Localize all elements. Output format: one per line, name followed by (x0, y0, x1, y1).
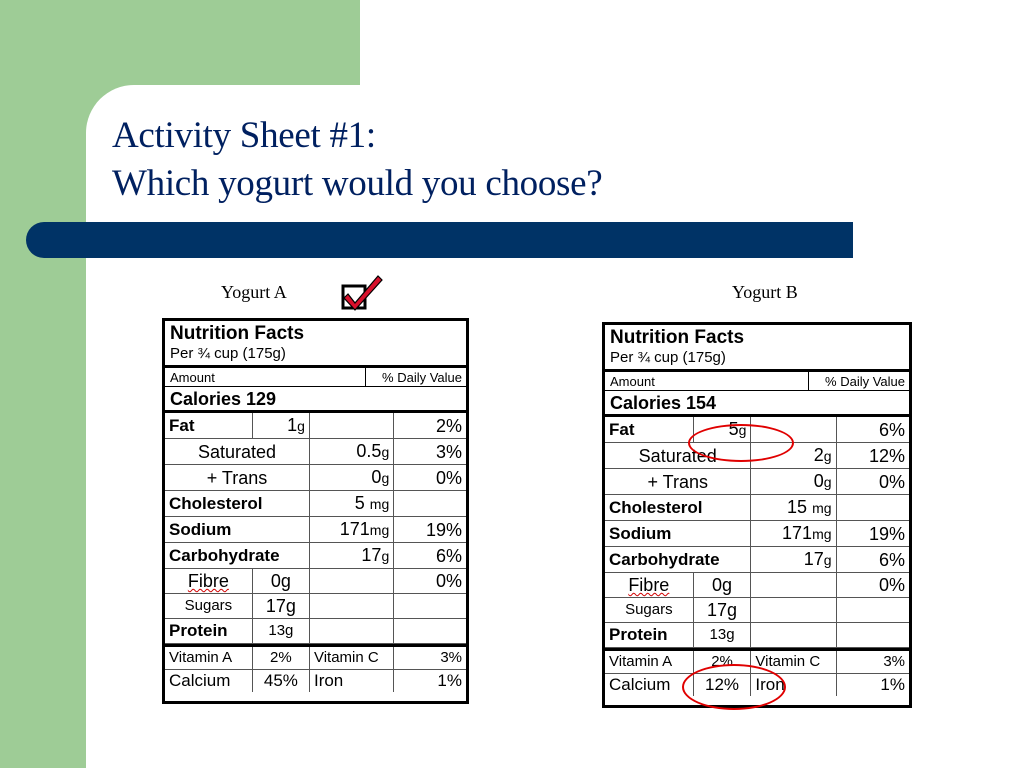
nf-label: Vitamin C (751, 650, 836, 674)
nf-dv: 12% (693, 674, 751, 697)
nf-row-minerals (165, 670, 466, 693)
nf-value (309, 439, 393, 465)
nf-label: Sodium (605, 521, 751, 547)
nf-label: Cholesterol (605, 495, 751, 521)
nf-dv: 12% (836, 443, 909, 469)
highlight-oval-fat (688, 424, 794, 462)
nf-dv: 2% (394, 413, 466, 439)
nf-label: Iron (751, 674, 836, 697)
nf-row-trans (605, 469, 909, 495)
nf-label (605, 573, 693, 598)
nf-value: 0g (693, 573, 751, 598)
nf-value: 13g (693, 623, 751, 648)
nf-empty-cell (309, 594, 393, 619)
title-divider-bar (26, 222, 853, 258)
nf-dv: 3% (394, 439, 466, 465)
nf-label-text: Fibre (628, 575, 670, 595)
nf-dv: 0% (836, 469, 909, 495)
nf-row-trans (165, 465, 466, 491)
nf-dv: 19% (394, 517, 466, 543)
nf-dv: 19% (836, 521, 909, 547)
nf-value (309, 465, 393, 491)
nf-dv: 1% (836, 674, 909, 697)
nf-label: Saturated (605, 443, 751, 469)
nf-amount-label: Amount (610, 374, 655, 389)
nf-unit: g (823, 474, 832, 490)
nf-row-vitamins (165, 646, 466, 670)
yogurt-b-name (732, 282, 798, 303)
nf-dv-label: % Daily Value (365, 368, 466, 386)
nutrition-facts-yogurt-a (162, 318, 469, 704)
nf-dv: 2% (252, 646, 309, 670)
nf-unit: g (738, 422, 747, 438)
nf-serving: Per ¾ cup (175g) (170, 345, 286, 362)
nf-dv: 0% (394, 569, 466, 594)
nf-row-protein (165, 619, 466, 644)
nf-label: Fat (165, 413, 252, 439)
nf-label: Saturated (165, 439, 309, 465)
nf-value-number: 171 (339, 519, 370, 539)
nf-label: + Trans (165, 465, 309, 491)
nf-unit: g (823, 448, 832, 464)
nf-value (751, 521, 836, 547)
nutrition-facts-yogurt-b (602, 322, 912, 708)
nf-header (605, 325, 909, 372)
nf-value (751, 495, 836, 521)
nf-value-number: 2 (813, 445, 824, 465)
nf-label: Carbohydrate (605, 547, 751, 573)
nf-value-number: 0 (371, 467, 382, 487)
nf-label: Sugars (165, 594, 252, 619)
nf-dv: 1% (394, 670, 466, 693)
nf-dv: 6% (394, 543, 466, 569)
nf-label: Vitamin A (605, 650, 693, 674)
nf-value-number: 0 (813, 471, 824, 491)
nf-unit: mg (812, 526, 832, 542)
nf-dv: 3% (836, 650, 909, 674)
nf-dv: 0% (394, 465, 466, 491)
nf-row-saturated (165, 439, 466, 465)
yogurt-a-name (221, 282, 287, 303)
nf-label (165, 569, 252, 594)
nf-value: 0g (252, 569, 309, 594)
nf-label: Vitamin C (309, 646, 393, 670)
title-line-2: Which yogurt would you choose? (112, 163, 603, 204)
nf-unit: g (297, 418, 305, 434)
nf-row-carbohydrate (605, 547, 909, 573)
nf-row-cholesterol (165, 491, 466, 517)
highlight-oval-calcium (682, 664, 786, 710)
nf-empty-cell (836, 598, 909, 623)
nf-dv: 6% (836, 547, 909, 573)
nf-value-number: 0.5 (356, 441, 382, 461)
nf-vitamin-table (165, 644, 466, 692)
nf-dv: 6% (836, 417, 909, 443)
nf-value-number: 17 (361, 545, 382, 565)
nf-label: Fat (605, 417, 693, 443)
nf-value (252, 413, 309, 439)
nf-value-number: 5 (354, 493, 365, 513)
nf-label: Calcium (605, 674, 693, 697)
nf-label: Iron (309, 670, 393, 693)
nf-dv: 0% (836, 573, 909, 598)
nf-calories: Calories 129 (165, 387, 466, 413)
nf-value-number: 5 (728, 419, 739, 439)
nf-dv: 45% (252, 670, 309, 693)
nf-dv (394, 491, 466, 517)
nf-row-cholesterol (605, 495, 909, 521)
nf-unit: mg (369, 496, 390, 512)
nf-dv (836, 495, 909, 521)
nf-value: 17g (252, 594, 309, 619)
nf-empty-cell (394, 619, 466, 644)
yogurt-a-name-text: Yogurt A (221, 282, 287, 302)
nf-row-sodium (605, 521, 909, 547)
nf-value-number: 17 (803, 549, 824, 569)
nf-empty-cell (394, 594, 466, 619)
nf-empty-cell (751, 598, 836, 623)
nf-value (309, 517, 393, 543)
nf-dv: 3% (394, 646, 466, 670)
nf-value-number: 15 (787, 497, 808, 517)
nf-label: Protein (165, 619, 252, 644)
nf-empty-cell (309, 413, 393, 439)
nf-label: Sugars (605, 598, 693, 623)
nf-row-sodium (165, 517, 466, 543)
nf-value: 17g (693, 598, 751, 623)
nf-label-text: Fibre (187, 571, 229, 591)
nf-row-sugars (165, 594, 466, 619)
nf-nutrient-table (165, 413, 466, 644)
nf-unit: g (381, 470, 390, 486)
nf-serving: Per ¾ cup (175g) (610, 349, 726, 366)
nf-title: Nutrition Facts (610, 327, 745, 348)
nf-row-fibre (165, 569, 466, 594)
nf-empty-cell (309, 619, 393, 644)
title-line-1: Activity Sheet #1: (112, 115, 376, 156)
nf-label: Calcium (165, 670, 252, 693)
nf-empty-cell (836, 623, 909, 648)
nf-value: 13g (252, 619, 309, 644)
nf-header (165, 321, 466, 368)
nf-label: Sodium (165, 517, 309, 543)
nf-value-number: 171 (782, 523, 813, 543)
nf-row-fat (165, 413, 466, 439)
nf-dv: 2% (693, 650, 751, 674)
nf-unit: g (381, 444, 390, 460)
nf-label: Cholesterol (165, 491, 309, 517)
nf-empty-cell (751, 623, 836, 648)
nf-calories: Calories 154 (605, 391, 909, 417)
checkbox-checked-icon (340, 272, 384, 314)
nf-label: Vitamin A (165, 646, 252, 670)
nf-row-sugars (605, 598, 909, 623)
nf-label: Carbohydrate (165, 543, 309, 569)
nf-value (751, 547, 836, 573)
nf-row-fibre (605, 573, 909, 598)
nf-label: Protein (605, 623, 693, 648)
slide-title (112, 112, 602, 208)
nf-row-protein (605, 623, 909, 648)
nf-value (309, 543, 393, 569)
nf-amount-row (605, 372, 909, 391)
nf-amount-label: Amount (170, 370, 215, 385)
nf-empty-cell (751, 573, 836, 598)
nf-unit: g (381, 548, 390, 564)
nf-empty-cell (309, 569, 393, 594)
nf-unit: g (823, 552, 832, 568)
yogurt-b-name-text: Yogurt B (732, 282, 798, 302)
nf-value-number: 1 (287, 415, 298, 435)
nf-label: + Trans (605, 469, 751, 495)
nf-dv-label: % Daily Value (808, 372, 909, 390)
nf-row-carbohydrate (165, 543, 466, 569)
nf-value (309, 491, 393, 517)
nf-value (751, 469, 836, 495)
nf-unit: mg (812, 500, 832, 516)
nf-amount-row (165, 368, 466, 387)
nf-title: Nutrition Facts (170, 323, 305, 344)
nf-unit: mg (369, 522, 390, 538)
